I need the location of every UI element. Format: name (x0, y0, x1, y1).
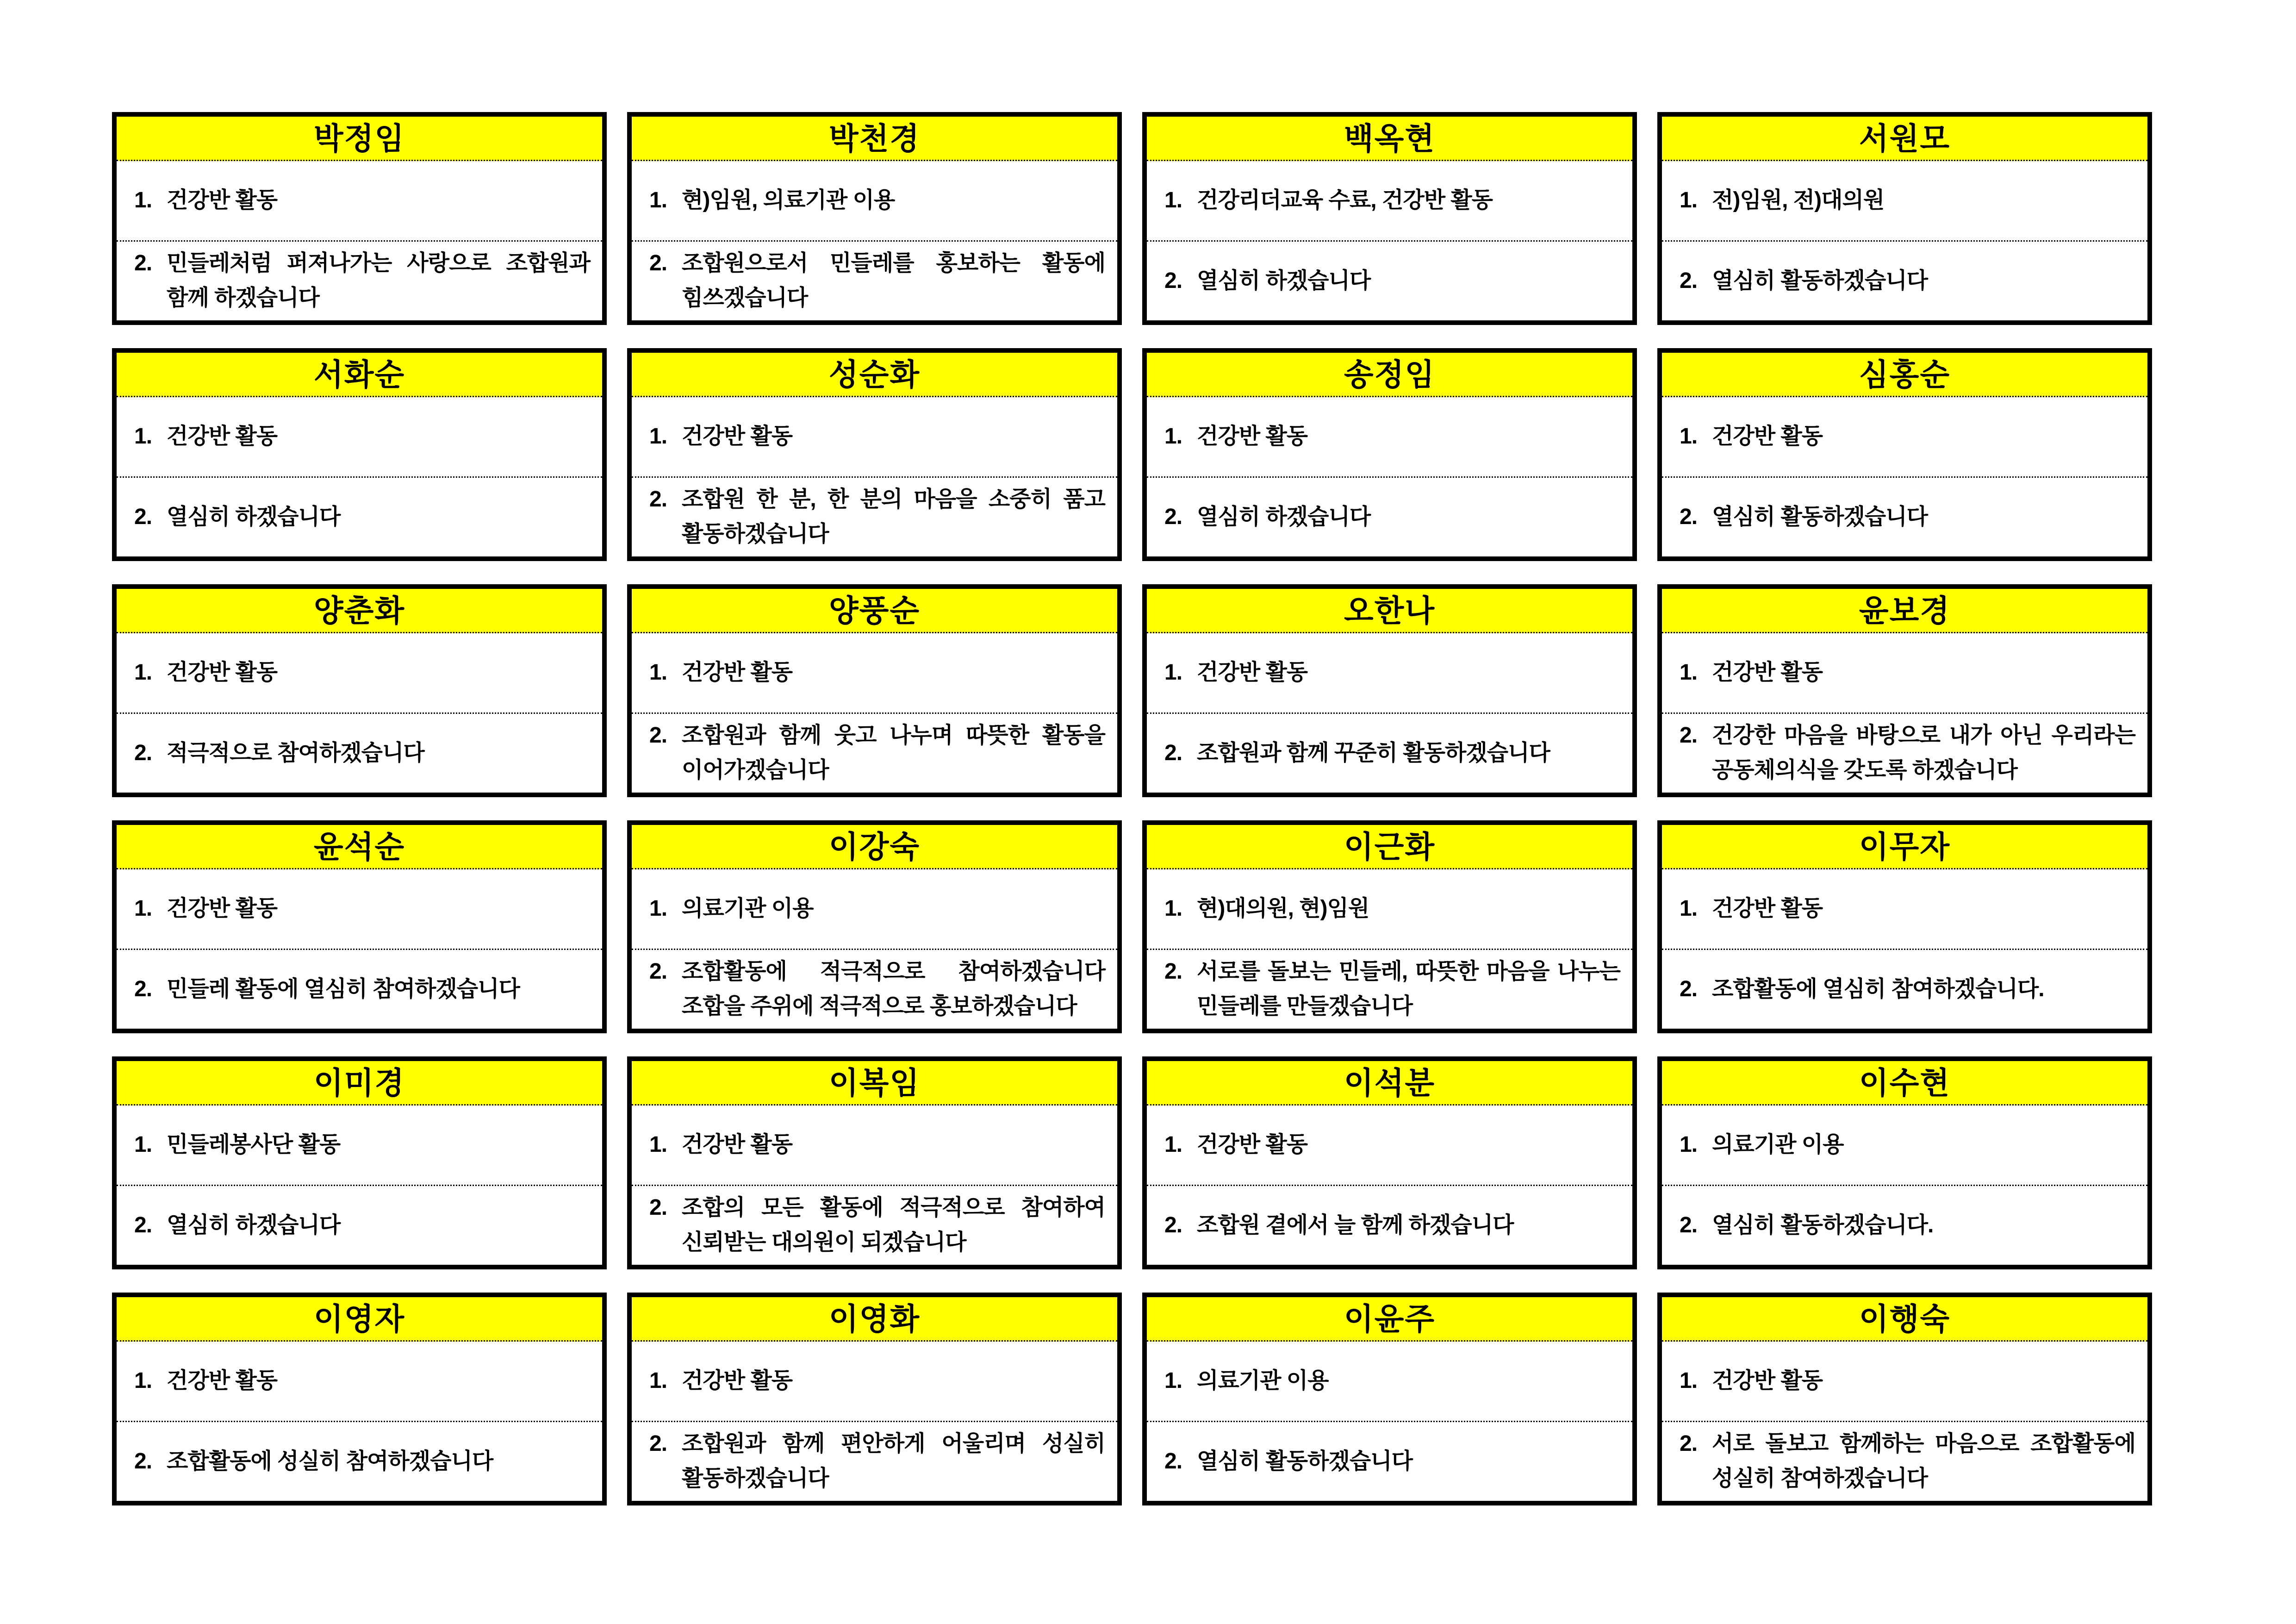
pledge-item-1-number: 1. (134, 896, 152, 921)
pledge-item-2-text: 조합활동에 성실히 참여하겠습니다 (167, 1449, 493, 1474)
pledge-item-2 (1164, 1444, 1620, 1479)
pledge-item-2-number: 2. (1164, 1212, 1182, 1237)
pledge-section-2 (117, 478, 602, 557)
pledge-item-1-text: 전)임원, 전)대의원 (1712, 188, 1885, 213)
pledge-item-1-number: 1. (134, 660, 152, 685)
pledge-item-2-number: 2. (1164, 959, 1182, 984)
pledge-item-2-number: 2. (1680, 1212, 1698, 1237)
pledge-item-1-text: 건강반 활동 (167, 1368, 278, 1393)
pledge-item-1-text: 건강반 활동 (167, 424, 278, 449)
member-name-header (632, 353, 1117, 397)
pledge-section-1 (117, 1342, 602, 1422)
member-name: 성순화 (828, 357, 921, 392)
member-card (112, 1293, 607, 1505)
member-card (1142, 1056, 1637, 1269)
member-card (112, 584, 607, 797)
member-name-header (1147, 825, 1632, 869)
pledge-item-1 (1164, 1128, 1620, 1162)
member-name: 백옥현 (1344, 121, 1436, 156)
pledge-item-1-number: 1. (649, 424, 667, 449)
pledge-item-2 (649, 1191, 1105, 1260)
pledge-item-2 (1680, 718, 2135, 787)
member-card (1657, 1293, 2152, 1505)
pledge-item-2-number: 2. (1680, 1431, 1698, 1456)
pledge-section-1 (632, 633, 1117, 714)
pledge-item-1 (1680, 183, 2135, 218)
pledge-item-1 (134, 1128, 590, 1162)
pledge-section-2 (1662, 1186, 2147, 1265)
pledge-item-1-text: 건강반 활동 (167, 188, 278, 213)
pledge-item-1-number: 1. (649, 896, 667, 921)
member-name-header (1147, 589, 1632, 633)
pledge-item-2-text: 조합원과 함께 웃고 나누며 따뜻한 활동을 이어가겠습니다 (682, 723, 1105, 782)
pledge-item-1-text: 의료기관 이용 (1197, 1368, 1329, 1393)
pledge-item-1-number: 1. (1680, 896, 1698, 921)
member-name-header (632, 117, 1117, 161)
pledge-section-2 (1147, 1186, 1632, 1265)
member-name-header (117, 589, 602, 633)
pledge-item-2-text: 열심히 하겠습니다 (167, 504, 341, 529)
pledge-item-1-text: 건강반 활동 (167, 660, 278, 685)
pledge-item-1-text: 현)대의원, 현)임원 (1197, 896, 1369, 921)
member-name-header (632, 589, 1117, 633)
pledge-item-2 (649, 1427, 1105, 1496)
pledge-item-2-text: 조합활동에 열심히 참여하겠습니다. (1712, 976, 2044, 1001)
member-card (1657, 348, 2152, 561)
member-name: 이행숙 (1859, 1301, 1951, 1336)
pledge-item-1 (1680, 892, 2135, 926)
member-card (627, 112, 1122, 325)
member-card (1142, 820, 1637, 1033)
member-name-header (117, 353, 602, 397)
pledge-item-1-number: 1. (1680, 188, 1698, 213)
member-name: 오한나 (1344, 593, 1436, 628)
member-name: 이복임 (828, 1065, 921, 1100)
member-name-header (632, 825, 1117, 869)
pledge-item-1 (134, 656, 590, 690)
member-name: 양풍순 (828, 593, 921, 628)
pledge-item-2 (134, 736, 590, 770)
pledge-item-2-text: 적극적으로 참여하겠습니다 (167, 740, 424, 765)
pledge-section-2 (1662, 478, 2147, 557)
pledge-item-1 (134, 892, 590, 926)
member-name: 이수현 (1859, 1065, 1951, 1100)
pledge-item-1-number: 1. (649, 1368, 667, 1393)
pledge-section-2 (1147, 1422, 1632, 1501)
pledge-item-2-number: 2. (1680, 268, 1698, 293)
pledge-section-2 (1147, 714, 1632, 793)
member-card (627, 584, 1122, 797)
pledge-item-2-text: 열심히 활동하겠습니다. (1712, 1212, 1934, 1237)
pledge-section-1 (1662, 397, 2147, 478)
member-name-header (117, 825, 602, 869)
pledge-item-2-text: 조합활동에 적극적으로 참여하겠습니다 조합을 주위에 적극적으로 홍보하겠습니다 (682, 959, 1105, 1018)
pledge-item-2-number: 2. (1680, 976, 1698, 1001)
pledge-section-1 (632, 1342, 1117, 1422)
pledge-item-2 (649, 246, 1105, 315)
pledge-item-1 (649, 1364, 1105, 1398)
pledge-item-2 (1680, 1208, 2135, 1243)
pledge-item-2 (134, 1444, 590, 1479)
member-name-header (1662, 825, 2147, 869)
pledge-item-2-number: 2. (1164, 740, 1182, 765)
pledge-item-1-number: 1. (134, 188, 152, 213)
pledge-item-2-number: 2. (134, 504, 152, 529)
pledge-item-2-number: 2. (1680, 504, 1698, 529)
pledge-item-1 (134, 1364, 590, 1398)
member-name: 이미경 (313, 1065, 405, 1100)
pledge-item-2-text: 열심히 하겠습니다 (1197, 268, 1371, 293)
pledge-item-2 (1680, 972, 2135, 1006)
member-name-header (1662, 1061, 2147, 1106)
pledge-item-1 (1680, 1128, 2135, 1162)
pledge-section-2 (1662, 714, 2147, 793)
pledge-section-1 (117, 397, 602, 478)
pledge-item-1 (1164, 183, 1620, 218)
member-name: 서화순 (313, 357, 405, 392)
pledge-item-2-number: 2. (1164, 504, 1182, 529)
member-card (1657, 584, 2152, 797)
member-card (1657, 820, 2152, 1033)
pledge-item-2-number: 2. (649, 723, 667, 748)
pledge-item-1-text: 건강반 활동 (1197, 1132, 1308, 1157)
member-name: 심홍순 (1859, 357, 1951, 392)
pledge-item-2-text: 건강한 마음을 바탕으로 내가 아닌 우리라는 공동체의식을 갖도록 하겠습니다 (1712, 723, 2135, 782)
pledge-item-1 (1680, 1364, 2135, 1398)
member-card (1657, 112, 2152, 325)
member-name-header (117, 117, 602, 161)
member-name-header (1147, 117, 1632, 161)
pledge-section-2 (632, 242, 1117, 321)
pledge-item-1-text: 건강반 활동 (1712, 1368, 1823, 1393)
pledge-item-2 (1164, 264, 1620, 298)
pledge-item-1-number: 1. (1680, 1368, 1698, 1393)
pledge-section-1 (117, 161, 602, 242)
member-card (112, 1056, 607, 1269)
pledge-section-1 (632, 161, 1117, 242)
pledge-item-2 (134, 500, 590, 534)
pledge-item-2-number: 2. (134, 1449, 152, 1474)
pledge-item-1-number: 1. (649, 1132, 667, 1157)
pledge-item-2-number: 2. (1680, 723, 1698, 748)
member-name: 이윤주 (1344, 1301, 1436, 1336)
member-name: 이영화 (828, 1301, 921, 1336)
pledge-item-2-text: 조합원과 함께 꾸준히 활동하겠습니다 (1197, 740, 1550, 765)
member-name-header (117, 1297, 602, 1342)
pledge-item-1 (649, 656, 1105, 690)
pledge-item-1-text: 건강반 활동 (682, 660, 793, 685)
member-name-header (1662, 117, 2147, 161)
member-card (1657, 1056, 2152, 1269)
pledge-item-2-text: 조합원과 함께 편안하게 어울리며 성실히 활동하겠습니다 (682, 1431, 1105, 1491)
pledge-item-2-number: 2. (649, 959, 667, 984)
pledge-item-1-number: 1. (134, 424, 152, 449)
pledge-item-2 (649, 482, 1105, 551)
pledge-item-1 (134, 419, 590, 454)
pledge-item-1-number: 1. (134, 1132, 152, 1157)
pledge-item-1 (1164, 656, 1620, 690)
pledge-item-1-text: 의료기관 이용 (1712, 1132, 1844, 1157)
member-card (1142, 112, 1637, 325)
pledge-item-2-text: 조합의 모든 활동에 적극적으로 참여하여 신뢰받는 대의원이 되겠습니다 (682, 1195, 1105, 1255)
member-name: 양춘화 (313, 593, 405, 628)
pledge-item-1 (134, 183, 590, 218)
pledge-section-2 (1147, 950, 1632, 1029)
member-card (112, 820, 607, 1033)
member-card (627, 1293, 1122, 1505)
pledge-item-1 (649, 183, 1105, 218)
member-name: 이강숙 (828, 829, 921, 864)
member-name-header (1147, 1061, 1632, 1106)
pledge-item-2 (134, 972, 590, 1006)
cards-grid (112, 112, 2152, 1505)
pledge-item-2 (649, 718, 1105, 787)
pledge-item-1 (1680, 419, 2135, 454)
pledge-item-1-number: 1. (649, 188, 667, 213)
pledge-section-2 (632, 1422, 1117, 1501)
pledge-item-1-number: 1. (1680, 660, 1698, 685)
pledge-item-2 (134, 246, 590, 315)
pledge-item-2-number: 2. (134, 740, 152, 765)
pledge-section-2 (632, 478, 1117, 557)
pledge-item-2-text: 열심히 활동하겠습니다 (1712, 504, 1928, 529)
member-name-header (1662, 589, 2147, 633)
pledge-section-1 (1662, 161, 2147, 242)
pledge-item-1 (649, 419, 1105, 454)
pledge-item-1-number: 1. (1680, 1132, 1698, 1157)
pledge-item-1-text: 건강반 활동 (682, 1368, 793, 1393)
pledge-item-1-text: 건강반 활동 (167, 896, 278, 921)
pledge-item-2 (1164, 736, 1620, 770)
member-name: 서원모 (1859, 121, 1951, 156)
pledge-item-2-text: 서로를 돌보는 민들레, 따뜻한 마음을 나누는 민들레를 만들겠습니다 (1197, 959, 1620, 1018)
pledge-item-1 (649, 892, 1105, 926)
pledge-section-2 (117, 1422, 602, 1501)
member-card (627, 348, 1122, 561)
pledge-item-2 (649, 955, 1105, 1024)
pledge-item-1-text: 현)임원, 의료기관 이용 (682, 188, 895, 213)
pledge-item-2-text: 조합원 곁에서 늘 함께 하겠습니다 (1197, 1212, 1514, 1237)
pledge-item-1-text: 건강반 활동 (1712, 424, 1823, 449)
member-name-header (117, 1061, 602, 1106)
pledge-section-2 (632, 950, 1117, 1029)
member-card (1142, 1293, 1637, 1505)
pledge-item-2 (1164, 1208, 1620, 1243)
pledge-section-1 (1147, 397, 1632, 478)
pledge-item-1-text: 건강반 활동 (682, 424, 793, 449)
pledge-item-2-number: 2. (649, 1431, 667, 1456)
member-name-header (1147, 1297, 1632, 1342)
pledge-item-1 (1164, 419, 1620, 454)
pledge-item-2 (1164, 955, 1620, 1024)
pledge-item-2 (1680, 500, 2135, 534)
member-name-header (1147, 353, 1632, 397)
member-name: 윤석순 (313, 829, 405, 864)
pledge-section-1 (632, 397, 1117, 478)
pledge-section-2 (1147, 478, 1632, 557)
pledge-item-1-number: 1. (1164, 188, 1182, 213)
member-name-header (632, 1061, 1117, 1106)
pledge-item-1-number: 1. (1164, 424, 1182, 449)
pledge-item-2-number: 2. (134, 1212, 152, 1237)
pledge-section-1 (117, 1106, 602, 1186)
pledge-section-1 (1147, 1106, 1632, 1186)
pledge-section-2 (1662, 242, 2147, 321)
pledge-section-1 (1147, 869, 1632, 950)
pledge-item-2-number: 2. (1164, 1449, 1182, 1474)
pledge-item-1-text: 건강리더교육 수료, 건강반 활동 (1197, 188, 1493, 213)
pledge-section-2 (117, 950, 602, 1029)
pledge-item-2-text: 조합원 한 분, 한 분의 마음을 소중히 품고 활동하겠습니다 (682, 487, 1105, 546)
pledge-item-1-number: 1. (649, 660, 667, 685)
member-name-header (1662, 1297, 2147, 1342)
pledge-item-1-number: 1. (134, 1368, 152, 1393)
pledge-item-2 (134, 1208, 590, 1243)
pledge-item-2-number: 2. (649, 487, 667, 512)
pledge-item-1-number: 1. (1680, 424, 1698, 449)
member-name: 이석분 (1344, 1065, 1436, 1100)
pledge-item-2 (1680, 264, 2135, 298)
pledge-section-1 (632, 869, 1117, 950)
pledge-section-1 (1662, 869, 2147, 950)
pledge-section-2 (117, 242, 602, 321)
pledge-item-2-text: 열심히 하겠습니다 (1197, 504, 1371, 529)
pledge-item-2-number: 2. (134, 976, 152, 1001)
pledge-item-2-text: 서로 돌보고 함께하는 마음으로 조합활동에 성실히 참여하겠습니다 (1712, 1431, 2135, 1491)
pledge-item-1-text: 건강반 활동 (1712, 660, 1823, 685)
pledge-section-1 (1662, 1106, 2147, 1186)
member-card (112, 348, 607, 561)
pledge-item-2-text: 열심히 하겠습니다 (167, 1212, 341, 1237)
pledge-section-1 (1147, 1342, 1632, 1422)
member-name-header (632, 1297, 1117, 1342)
pledge-item-2-number: 2. (134, 251, 152, 276)
pledge-section-2 (632, 714, 1117, 793)
member-card (112, 112, 607, 325)
pledge-item-1-text: 민들레봉사단 활동 (167, 1132, 341, 1157)
member-name: 윤보경 (1859, 593, 1951, 628)
member-card (1142, 348, 1637, 561)
member-card (627, 1056, 1122, 1269)
pledge-section-2 (1147, 242, 1632, 321)
member-name: 송정임 (1344, 357, 1436, 392)
pledge-item-2-text: 열심히 활동하겠습니다 (1712, 268, 1928, 293)
pledge-item-2 (1164, 500, 1620, 534)
member-name: 이근화 (1344, 829, 1436, 864)
pledge-item-2-text: 조합원으로서 민들레를 홍보하는 활동에 힘쓰겠습니다 (682, 251, 1105, 310)
member-name-header (1662, 353, 2147, 397)
pledge-section-1 (1147, 161, 1632, 242)
member-name: 박정임 (313, 121, 405, 156)
pledge-item-1 (649, 1128, 1105, 1162)
pledge-section-1 (117, 869, 602, 950)
pledge-item-1-number: 1. (1164, 896, 1182, 921)
pledge-item-2-number: 2. (1164, 268, 1182, 293)
pledge-item-2 (1680, 1427, 2135, 1496)
pledge-item-1-number: 1. (1164, 1132, 1182, 1157)
pledge-item-1-text: 의료기관 이용 (682, 896, 814, 921)
pledge-section-2 (117, 714, 602, 793)
member-card (1142, 584, 1637, 797)
member-name: 박천경 (828, 121, 921, 156)
pledge-item-1 (1164, 1364, 1620, 1398)
pledge-section-2 (117, 1186, 602, 1265)
pledge-section-2 (1662, 950, 2147, 1029)
pledge-section-2 (1662, 1422, 2147, 1501)
pledge-section-2 (632, 1186, 1117, 1265)
pledge-item-2-text: 열심히 활동하겠습니다 (1197, 1449, 1413, 1474)
pledge-section-1 (1147, 633, 1632, 714)
pledge-section-1 (632, 1106, 1117, 1186)
pledge-item-1-number: 1. (1164, 1368, 1182, 1393)
pledge-item-1-text: 건강반 활동 (682, 1132, 793, 1157)
pledge-section-1 (1662, 633, 2147, 714)
member-name: 이무자 (1859, 829, 1951, 864)
pledge-item-1-text: 건강반 활동 (1712, 896, 1823, 921)
pledge-item-1-text: 건강반 활동 (1197, 424, 1308, 449)
member-card (627, 820, 1122, 1033)
pledge-item-1 (1680, 656, 2135, 690)
pledge-item-2-number: 2. (649, 1195, 667, 1220)
member-name: 이영자 (313, 1301, 405, 1336)
pledge-item-1-number: 1. (1164, 660, 1182, 685)
pledge-item-1 (1164, 892, 1620, 926)
pledge-item-2-text: 민들레처럼 퍼져나가는 사랑으로 조합원과 함께 하겠습니다 (167, 251, 590, 310)
pledge-item-2-number: 2. (649, 251, 667, 276)
pledge-section-1 (117, 633, 602, 714)
pledge-section-1 (1662, 1342, 2147, 1422)
pledge-item-1-text: 건강반 활동 (1197, 660, 1308, 685)
pledge-item-2-text: 민들레 활동에 열심히 참여하겠습니다 (167, 976, 520, 1001)
